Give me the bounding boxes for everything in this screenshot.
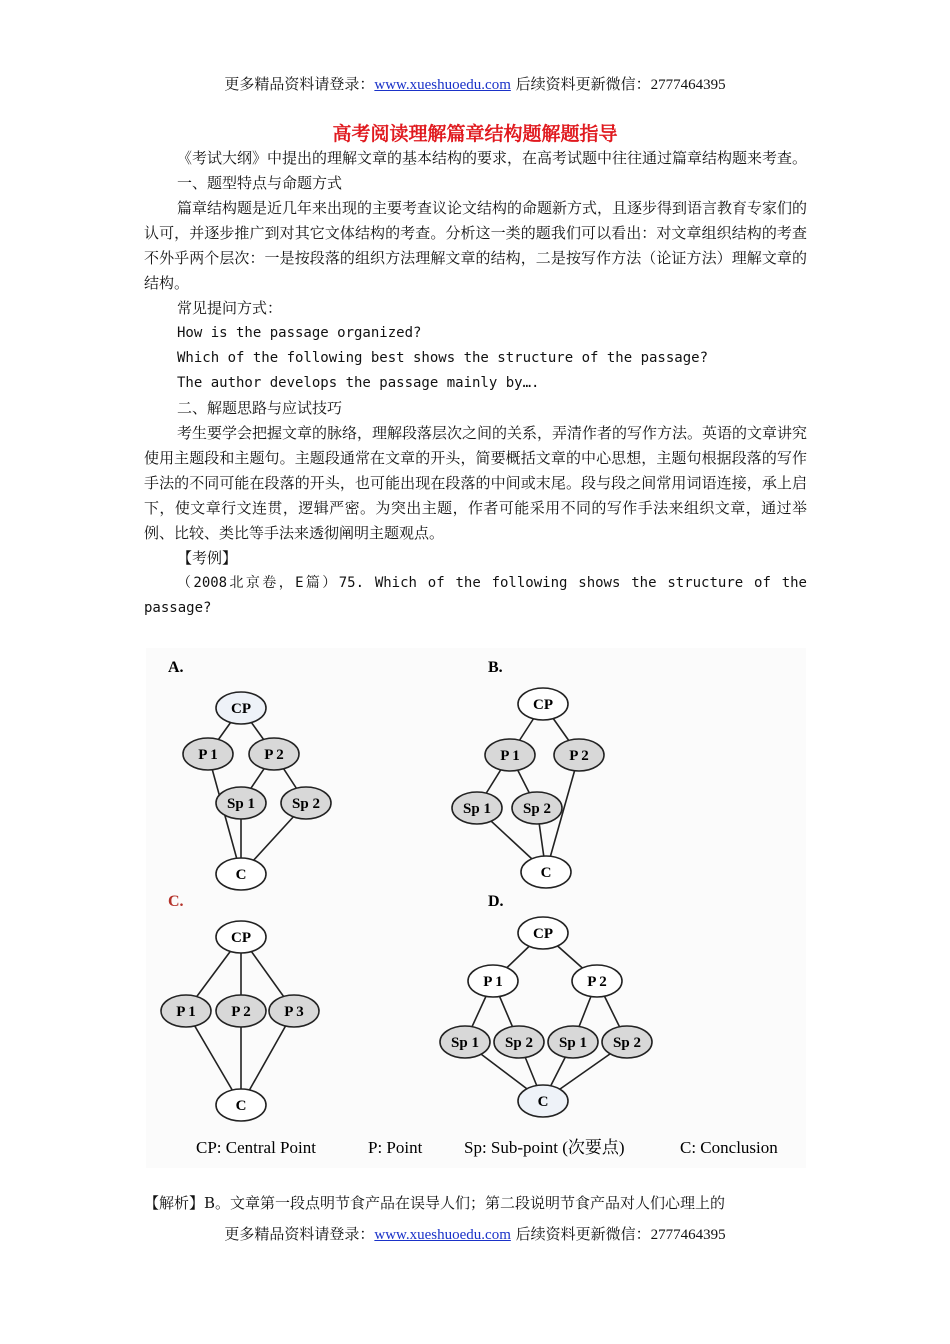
node-label: C	[540, 865, 552, 881]
legend-c: C: Conclusion	[680, 1138, 778, 1157]
question-1: How is the passage organized?	[177, 325, 422, 341]
footer-wechat: 2777464395	[650, 1227, 726, 1243]
node-label: C	[235, 867, 247, 883]
section2-heading: 二、解题思路与应试技巧	[177, 399, 343, 417]
node-label: C	[537, 1094, 549, 1110]
node-label: P 1	[176, 1004, 196, 1020]
node-label: Sp 1	[463, 801, 491, 817]
page-title: 高考阅读理解篇章结构题解题指导	[332, 123, 618, 145]
node-label: P 1	[198, 747, 218, 763]
option-d-label: D.	[488, 893, 504, 910]
page-header	[0, 74, 950, 95]
question-2: Which of the following best shows the structure of the passage?	[177, 350, 709, 366]
footer-prefix: 更多精品资料请登录：	[224, 1225, 375, 1243]
node-label: Sp 2	[292, 796, 320, 812]
node-label: CP	[231, 701, 251, 717]
question-3: The author develops the passage mainly by….	[177, 375, 540, 391]
page-footer	[0, 1224, 950, 1245]
section1-heading: 一、题型特点与命题方式	[177, 174, 343, 192]
header-prefix: 更多精品资料请登录：	[224, 75, 375, 93]
node-label: Sp 2	[505, 1035, 533, 1051]
footer-site-link[interactable]: www.xueshuoedu.com	[374, 1227, 511, 1243]
article-body	[144, 146, 807, 621]
node-label: Sp 1	[559, 1035, 587, 1051]
option-c-label: C.	[168, 893, 184, 910]
intro-paragraph: 《考试大纲》中提出的理解文章的基本结构的要求，在高考试题中往往通过篇章结构题来考查。	[177, 149, 808, 167]
node-label: C	[235, 1098, 247, 1114]
option-a-label: A.	[168, 659, 184, 676]
option-b-label: B.	[488, 659, 503, 676]
example-question: （2008北京卷，E篇）75. Which of the following shows the structure of the passage?	[144, 575, 807, 616]
node-label: P 3	[284, 1004, 304, 1020]
node-label: P 2	[264, 747, 284, 763]
node-label: Sp 2	[523, 801, 551, 817]
section1-paragraph: 篇章结构题是近几年来出现的主要考查议论文结构的命题新方式，且逐步得到语言教育专家们的认可，并逐步推广到对其它文体结构的考查。分析这一类的题我们可以看出：对文章组织结构的考查不外乎两个层次：一是按段落的组织方法理解文章的结构，二是按写作方法（论证方法）理解文章的结构。	[144, 199, 808, 292]
node-label: P 1	[483, 974, 503, 990]
node-label: Sp 1	[451, 1035, 479, 1051]
figure-legend	[196, 1138, 778, 1157]
legend-cp: CP: Central Point	[196, 1138, 316, 1157]
legend-p: P: Point	[368, 1138, 423, 1157]
node-label: P 2	[231, 1004, 251, 1020]
header-site-link[interactable]: www.xueshuoedu.com	[374, 77, 511, 93]
node-label: P 2	[569, 748, 589, 764]
header-suffix: 后续资料更新微信：	[510, 75, 651, 93]
questions-heading: 常见提问方式：	[177, 299, 283, 317]
node-label: Sp 2	[613, 1035, 641, 1051]
node-label: CP	[533, 697, 553, 713]
header-wechat: 2777464395	[650, 77, 726, 93]
node-label: CP	[533, 926, 553, 942]
structure-diagrams-svg	[146, 648, 806, 1168]
legend-sp: Sp: Sub-point (次要点)	[464, 1138, 625, 1157]
node-label: P 1	[500, 748, 520, 764]
node-label: CP	[231, 930, 251, 946]
structure-diagrams-figure	[146, 648, 806, 1168]
analysis-paragraph: 【解析】B。文章第一段点明节食产品在误导人们；第二段说明节食产品对人们心理上的	[144, 1194, 726, 1212]
node-label: Sp 1	[227, 796, 255, 812]
footer-suffix: 后续资料更新微信：	[510, 1225, 651, 1243]
node-label: P 2	[587, 974, 607, 990]
section2-paragraph: 考生要学会把握文章的脉络，理解段落层次之间的关系，弄清作者的写作方法。英语的文章讲究使用主题段和主题句。主题段通常在文章的开头，简要概括文章的中心思想，主题句根据段落的写作手法的不同可能在段落的开头，也可能出现在段落的中间或末尾。段与段之间常用词语连接，承上启下，使文章行文连贯，逻辑严密。为突出主题，作者可能采用不同的写作手法来组织文章，通过举例、比较、类比等手法来透彻阐明主题观点。	[144, 424, 808, 542]
example-heading: 【考例】	[177, 549, 238, 567]
